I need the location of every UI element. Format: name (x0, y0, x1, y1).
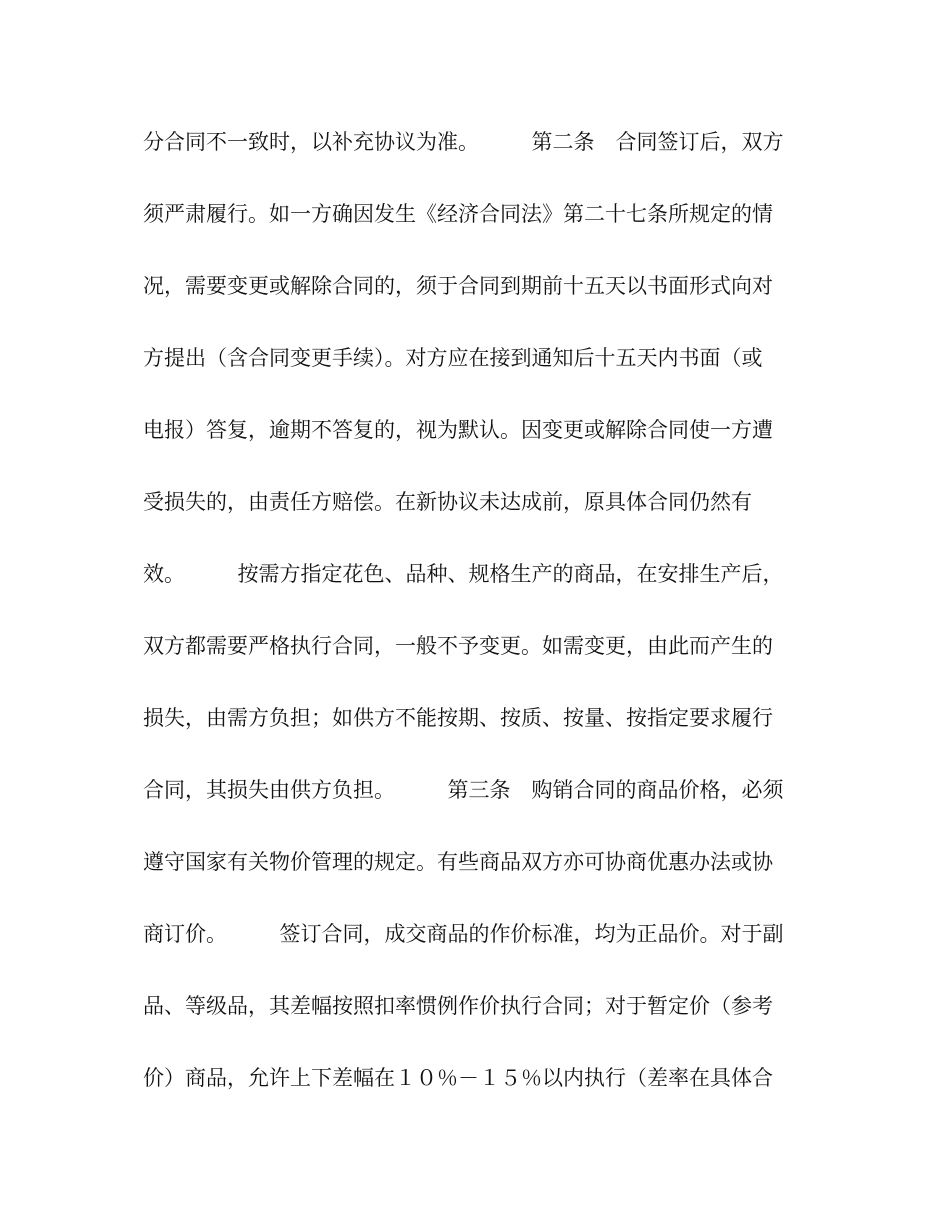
text-line: 双方都需要严格执行合同，一般不予变更。如需变更，由此而产生的 (143, 634, 773, 658)
text-line: 合同，其损失由供方负担。 第三条 购销合同的商品价格，必须 (143, 778, 784, 802)
text-line: 遵守国家有关物价管理的规定。有些商品双方亦可协商优惠办法或协 (143, 850, 773, 874)
text-line: 品、等级品，其差幅按照扣率惯例作价执行合同；对于暂定价（参考 (143, 994, 773, 1018)
text-line: 电报）答复，逾期不答复的，视为默认。因变更或解除合同使一方遭 (143, 418, 773, 442)
text-line: 分合同不一致时，以补充协议为准。 第二条 合同签订后，双方 (143, 130, 784, 154)
text-line: 须严肃履行。如一方确因发生《经济合同法》第二十七条所规定的情 (143, 202, 773, 226)
text-line: 况，需要变更或解除合同的，须于合同到期前十五天以书面形式向对 (143, 274, 773, 298)
text-line: 效。 按需方指定花色、品种、规格生产的商品，在安排生产后， (143, 562, 784, 586)
text-line: 方提出（含合同变更手续）。对方应在接到通知后十五天内书面（或 (143, 346, 763, 370)
text-line: 受损失的，由责任方赔偿。在新协议未达成前，原具体合同仍然有 (143, 490, 752, 514)
text-line: 商订价。 签订合同，成交商品的作价标准，均为正品价。对于副 (143, 922, 784, 946)
text-line: 损失，由需方负担；如供方不能按期、按质、按量、按指定要求履行 (143, 706, 773, 730)
text-line: 价）商品，允许上下差幅在１０％－１５％以内执行（差率在具体合 (143, 1066, 773, 1090)
